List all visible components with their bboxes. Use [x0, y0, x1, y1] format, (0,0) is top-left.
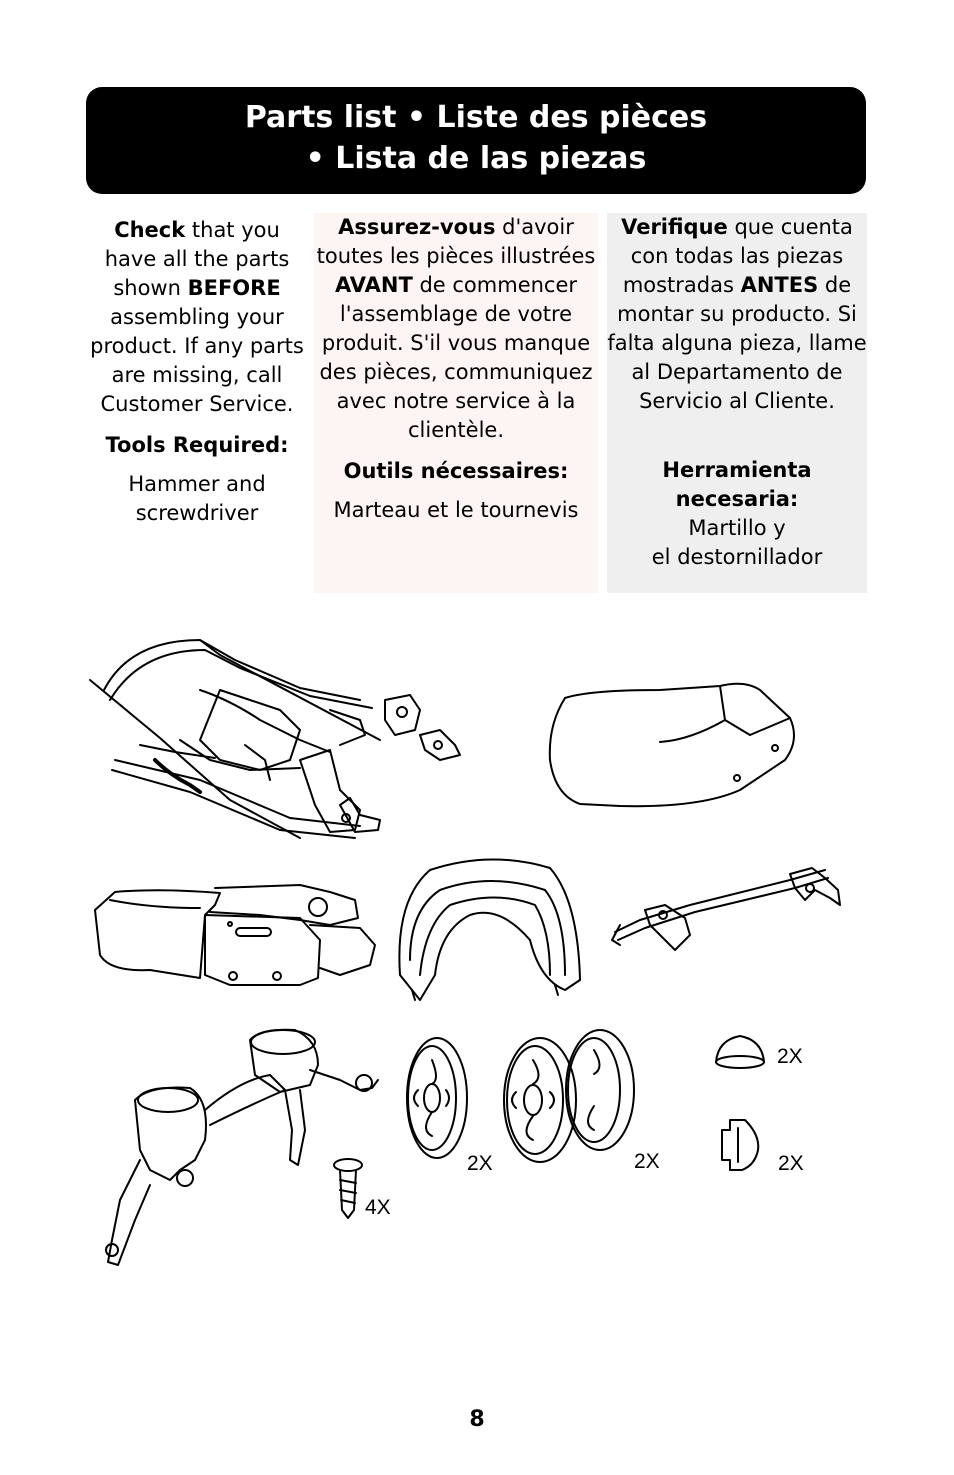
spanish-text-2: de montar su producto. Si falta alguna pieza, llame al Departamento de Servicio al Cliente. [607, 273, 867, 413]
seat-pad-drawing [550, 684, 794, 806]
front-wheels-drawing [504, 1030, 634, 1162]
spanish-tools-text-2: el destornillador [651, 545, 823, 569]
avant-label: AVANT [334, 273, 413, 297]
screw-quantity: 4X [365, 1196, 391, 1219]
screw-drawing [334, 1159, 362, 1218]
basket-drawing [95, 885, 375, 985]
front-wheel-quantity: 2X [634, 1150, 660, 1173]
english-column [86, 216, 308, 528]
rear-axle-drawing [612, 868, 840, 950]
spanish-column [607, 213, 867, 593]
english-text-1: that you have all the parts shown [104, 218, 290, 300]
canopy-drawing [399, 859, 580, 1000]
french-text-1: d'avoir toutes les pièces illustrées [316, 215, 596, 268]
clip-quantity: 2X [778, 1152, 804, 1175]
english-instructions [86, 216, 308, 419]
header-title-line1: Parts list • Liste des pièces [244, 100, 708, 135]
french-tools-text: Marteau et le tournevis [333, 498, 579, 522]
spanish-instructions [607, 213, 867, 416]
cap-drawing [716, 1036, 764, 1068]
parts-illustration [80, 615, 880, 1295]
cap-quantity: 2X [777, 1045, 803, 1068]
french-column [314, 213, 598, 593]
spanish-tools-text-1: Martillo y [688, 516, 786, 540]
rear-wheel-drawing [407, 1038, 467, 1158]
english-text-2: assembling your product. If any parts are missing, call Customer Service. [90, 305, 304, 416]
english-tools-heading: Tools Required: [105, 433, 289, 457]
spanish-text-1: que cuenta con todas las piezas mostradas [622, 215, 853, 297]
header-title-line2: • Lista de las piezas [305, 141, 647, 176]
check-label: Check [114, 218, 186, 242]
french-instructions [314, 213, 598, 445]
french-tools-heading: Outils nécessaires: [343, 459, 569, 483]
before-label: BEFORE [187, 276, 281, 300]
assurez-label: Assurez-vous [338, 215, 496, 239]
page-number: 8 [469, 1407, 485, 1432]
stroller-frame-drawing [90, 640, 460, 838]
clip-drawing [722, 1120, 758, 1170]
front-frame-drawing [106, 1030, 378, 1265]
english-tools-text: Hammer and screwdriver [128, 472, 266, 525]
antes-label: ANTES [740, 273, 819, 297]
rear-wheel-quantity: 2X [467, 1152, 493, 1175]
spanish-tools-heading: Herramienta necesaria: [662, 458, 812, 511]
french-text-2: de commencer l'assemblage de votre produit. S'il vous manque des pièces, communiquez avec notre service à la clientèle. [319, 273, 593, 442]
parts-list-header [86, 87, 866, 194]
verifique-label: Verifique [621, 215, 728, 239]
